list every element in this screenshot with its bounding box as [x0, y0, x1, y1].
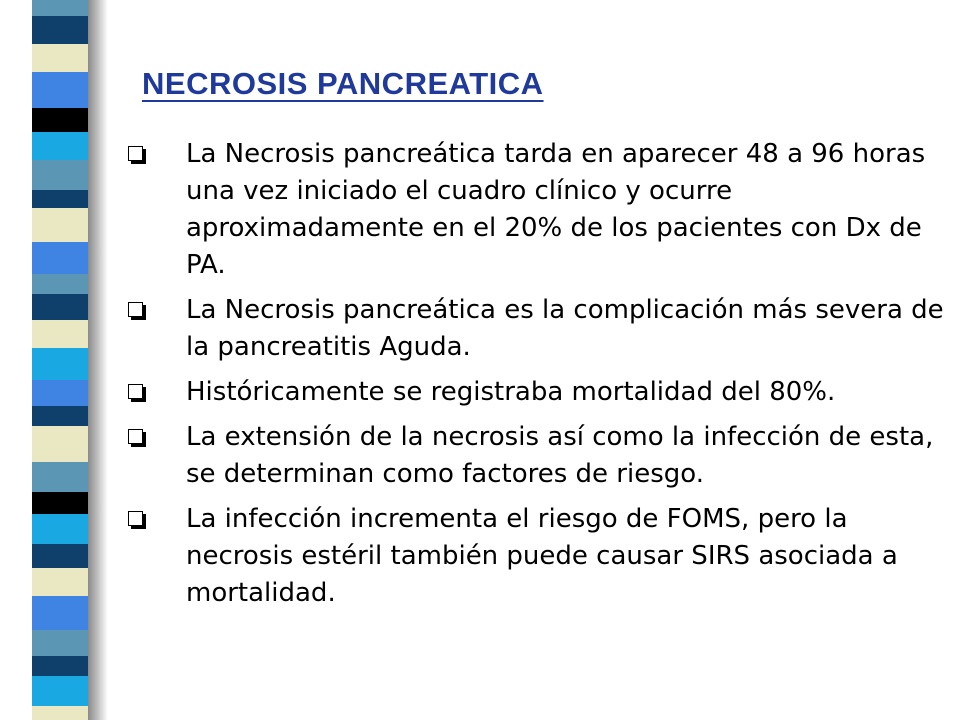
checkbox-square-icon	[128, 302, 143, 317]
bullet-list	[118, 136, 948, 620]
stripe-segment	[32, 208, 88, 242]
stripe-segment	[32, 380, 88, 406]
stripe-segment	[32, 656, 88, 676]
stripe-segment	[32, 492, 88, 514]
stripe-segment	[32, 16, 88, 44]
bullet-text: La infección incrementa el riesgo de FOMS, pero la necrosis estéril también puede causar SIRS asociada a mortalidad.	[186, 504, 898, 608]
bullet-text: Históricamente se registraba mortalidad del 80%.	[186, 377, 836, 407]
stripe-segment	[32, 426, 88, 462]
stripe-segment	[32, 406, 88, 426]
stripe-segment	[32, 108, 88, 132]
stripe-segment	[32, 706, 88, 720]
stripe-segment	[32, 596, 88, 630]
bullet-item	[118, 292, 948, 366]
stripe-segment	[32, 568, 88, 596]
stripe-segment	[32, 294, 88, 320]
stripe-segment	[32, 44, 88, 72]
bullet-item	[118, 136, 948, 284]
decorative-stripe-bar	[32, 0, 88, 720]
bullet-text: La extensión de la necrosis así como la infección de esta, se determinan como factores de riesgo.	[186, 422, 934, 489]
bullet-text: La Necrosis pancreática es la complicación más severa de la pancreatitis Aguda.	[186, 295, 944, 362]
checkbox-square-icon	[128, 146, 143, 161]
bullet-item	[118, 419, 948, 493]
stripe-segment	[32, 72, 88, 108]
checkbox-square-icon	[128, 384, 143, 399]
stripe-segment	[32, 132, 88, 160]
stripe-segment	[32, 0, 88, 16]
stripe-shadow	[88, 0, 108, 720]
checkbox-square-icon	[128, 511, 143, 526]
bullet-item	[118, 501, 948, 612]
stripe-segment	[32, 190, 88, 208]
stripe-segment	[32, 242, 88, 274]
bullet-item	[118, 374, 948, 411]
stripe-segment	[32, 320, 88, 348]
stripe-segment	[32, 630, 88, 656]
stripe-segment	[32, 544, 88, 568]
stripe-segment	[32, 274, 88, 294]
stripe-segment	[32, 514, 88, 544]
checkbox-square-icon	[128, 429, 143, 444]
bullet-text: La Necrosis pancreática tarda en aparecer 48 a 96 horas una vez iniciado el cuadro clínico y ocurre aproximadamente en el 20% de los pacientes con Dx de PA.	[186, 139, 926, 280]
stripe-segment	[32, 462, 88, 492]
stripe-segment	[32, 348, 88, 380]
stripe-segment	[32, 676, 88, 706]
slide-title: NECROSIS PANCREATICA	[142, 66, 544, 101]
stripe-segment	[32, 160, 88, 190]
